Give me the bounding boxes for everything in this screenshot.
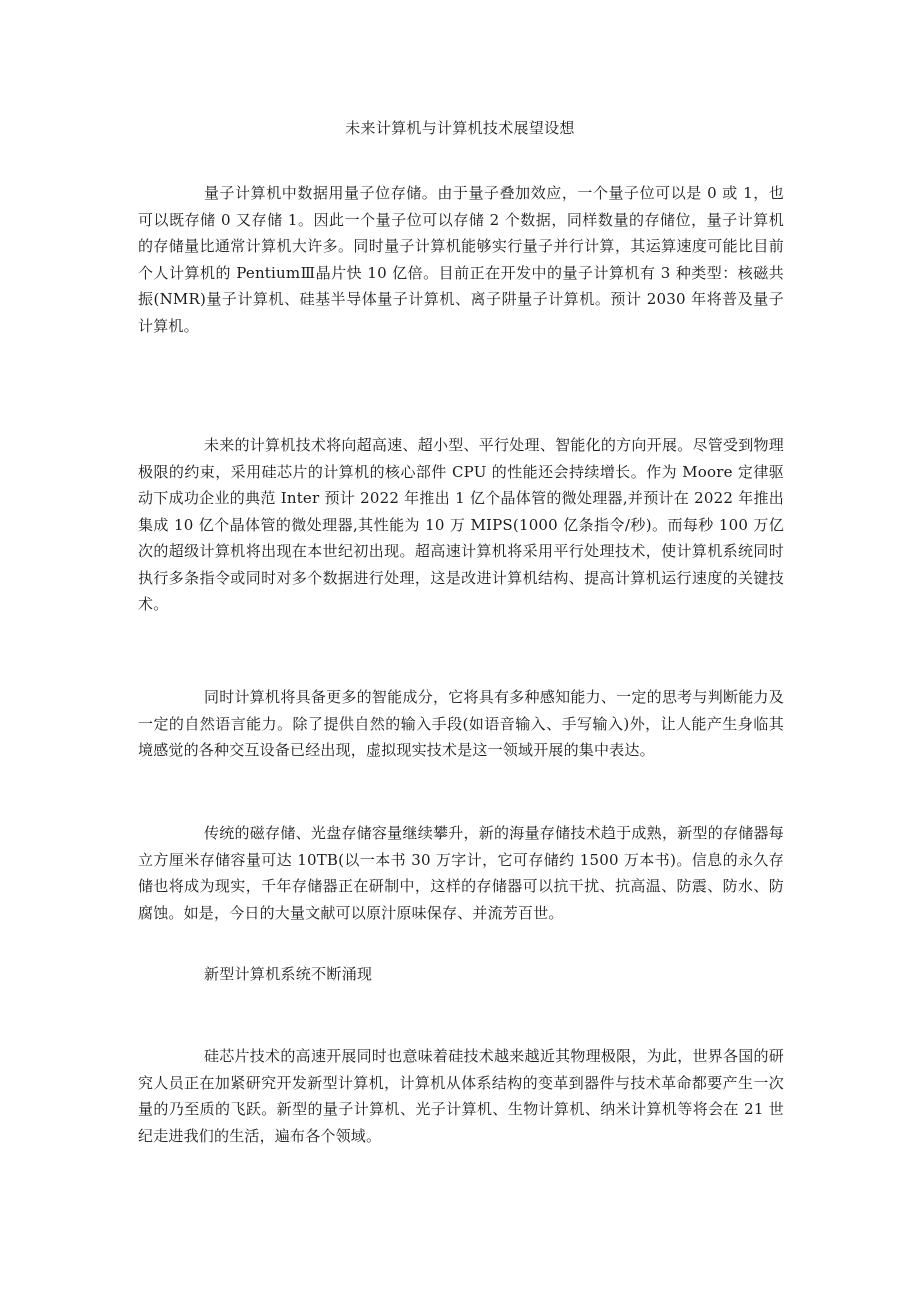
paragraph-new-computers: 硅芯片技术的高速开展同时也意味着硅技术越来越近其物理极限，为此，世界各国的研究人员正在加紧研究开发新型计算机，计算机从体系结构的变革到器件与技术革命都要产生一次量的乃至质的飞跃。新型的量子计算机、光子计算机、生物计算机、纳米计算机等将会在 21 世纪走进我们的生活，遍布各个领域。 <box>138 1047 784 1145</box>
section-subheading: 新型计算机系统不断涌现 <box>204 965 373 983</box>
document-title: 未来计算机与计算机技术展望设想 <box>345 119 575 137</box>
paragraph-quantum-computer: 量子计算机中数据用量子位存储。由于量子叠加效应，一个量子位可以是 0 或 1，也可以既存储 0 又存储 1。因此一个量子位可以存储 2 个数据，同样数量的存储位，量子计算机的存储量比通常计算机大许多。同时量子计算机能够实行量子并行计算，其运算速度可能比目前个人计算机的 PentiumⅢ晶片快 10 亿倍。目前正在开发中的量子计算机有 3 种类型：核磁共振(NMR)量子计算机、硅基半导体量子计算机、离子阱量子计算机。预计 2030 年将普及量子计算机。 <box>138 184 784 335</box>
paragraph-storage: 传统的磁存储、光盘存储容量继续攀升，新的海量存储技术趋于成熟，新型的存储器每立方厘米存储容量可达 10TB(以一本书 30 万字计，它可存储约 1500 万本书)。信息的永久存储也将成为现实，千年存储器正在研制中，这样的存储器可以抗干扰、抗高温、防震、防水、防腐蚀。如是，今日的大量文献可以原汁原味保存、并流芳百世。 <box>138 824 784 922</box>
paragraph-future-technology: 未来的计算机技术将向超高速、超小型、平行处理、智能化的方向开展。尽管受到物理极限的约束，采用硅芯片的计算机的核心部件 CPU 的性能还会持续增长。作为 Moore 定律驱动下成功企业的典范 Inter 预计 2022 年推出 1 亿个晶体管的微处理器,并预计在 2022 年推出集成 10 亿个晶体管的微处理器,其性能为 10 万 MIPS(1000 亿条指令/秒)。而每秒 100 万亿次的超级计算机将出现在本世纪初出现。超高速计算机将采用平行处理技术，使计算机系统同时执行多条指令或同时对多个数据进行处理，这是改进计算机结构、提高计算机运行速度的关键技术。 <box>138 436 784 613</box>
paragraph-intelligence: 同时计算机将具备更多的智能成分，它将具有多种感知能力、一定的思考与判断能力及一定的自然语言能力。除了提供自然的输入手段(如语音输入、手写输入)外，让人能产生身临其境感觉的各种交互设备已经出现，虚拟现实技术是这一领域开展的集中表达。 <box>138 688 784 759</box>
